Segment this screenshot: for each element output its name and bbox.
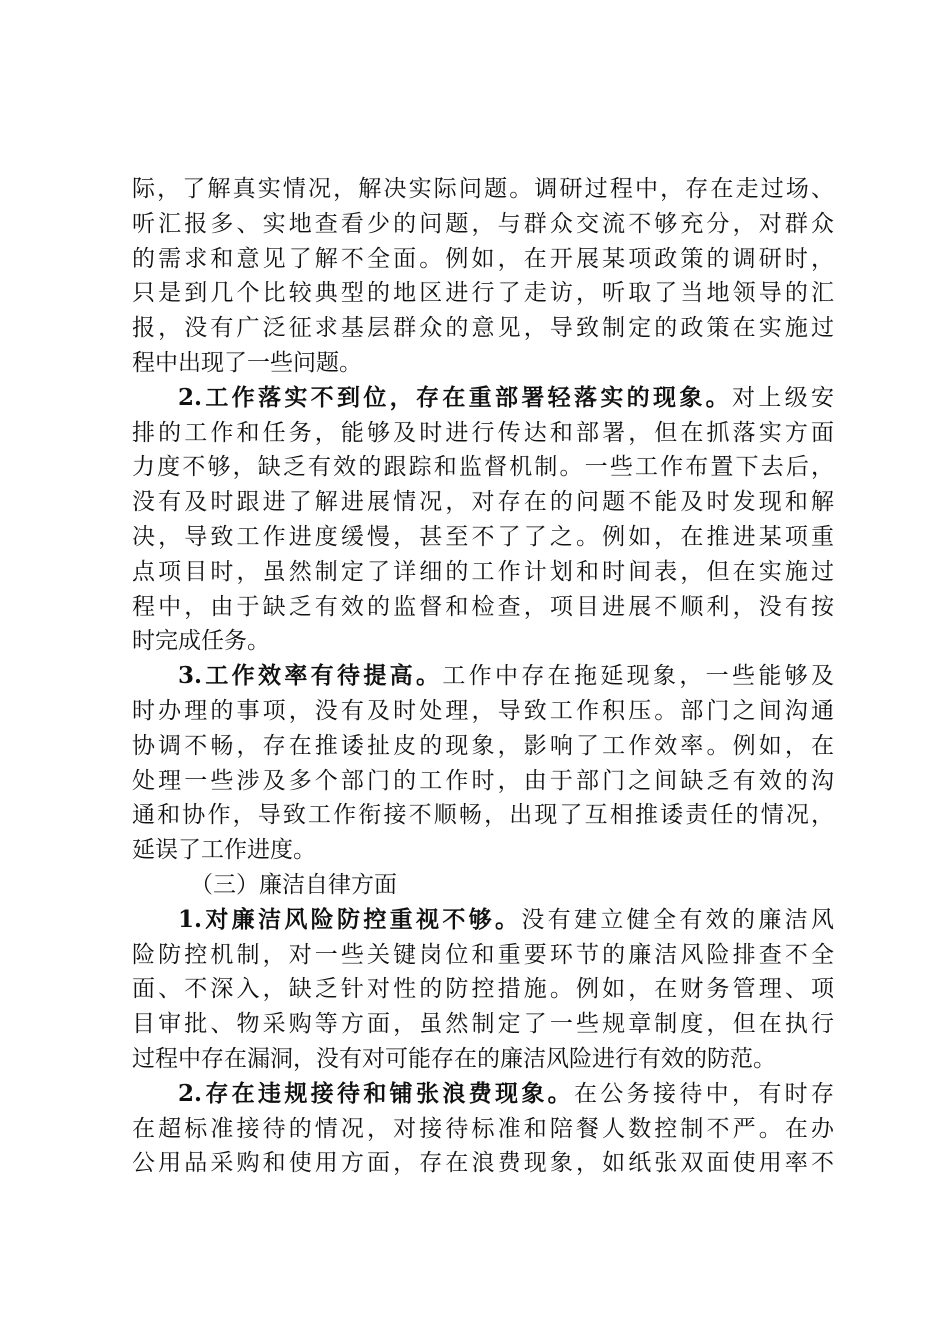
text-line: 延误了工作进度。 — [132, 837, 316, 864]
document-body — [132, 172, 834, 1181]
text-line: 时完成任务。 — [132, 628, 270, 655]
text-line: 目审批、物采购等方面，虽然制定了一些规章制度，但在执行 — [132, 1011, 834, 1038]
text-line: 力度不够，缺乏有效的跟踪和监督机制。一些工作布置下去后， — [132, 454, 834, 481]
text-line: 时办理的事项，没有及时处理，导致工作积压。部门之间沟通 — [132, 697, 834, 724]
text-line: 排的工作和任务，能够及时进行传达和部署，但在抓落实方面 — [132, 419, 834, 446]
text-line: 面、不深入，缺乏针对性的防控措施。例如，在财务管理、项 — [132, 976, 834, 1003]
paragraph-heading: 1.对廉洁风险防控重视不够。 — [178, 905, 522, 933]
paragraph-text: 在公务接待中，有时存 — [574, 1080, 835, 1107]
paragraph-heading: 2.工作落实不到位，存在重部署轻落实的现象。 — [178, 383, 732, 411]
text-line: 处理一些涉及多个部门的工作时，由于部门之间缺乏有效的沟 — [132, 767, 834, 794]
section-title: （三）廉洁自律方面 — [190, 871, 397, 898]
text-line: 公用品采购和使用方面，存在浪费现象，如纸张双面使用率不 — [132, 1150, 834, 1177]
paragraph-heading: 2.存在违规接待和铺张浪费现象。 — [178, 1079, 575, 1107]
text-line: 只是到几个比较典型的地区进行了走访，听取了当地领导的汇 — [132, 280, 834, 307]
paragraph-text: 对上级安 — [732, 384, 834, 411]
text-line: 程中，由于缺乏有效的监督和检查，项目进展不顺利，没有按 — [132, 593, 834, 620]
text-line: 协调不畅，存在推诿扯皮的现象，影响了工作效率。例如，在 — [132, 732, 834, 759]
text-line: 在超标准接待的情况，对接待标准和陪餐人数控制不严。在办 — [132, 1115, 834, 1142]
paragraph-heading: 3.工作效率有待提高。 — [178, 662, 443, 690]
text-line: 通和协作，导致工作衔接不顺畅，出现了互相推诿责任的情况， — [132, 802, 834, 829]
paragraph-text: 工作中存在拖延现象，一些能够及 — [442, 663, 835, 690]
paragraph-first-line — [132, 1077, 834, 1112]
text-line: 的需求和意见了解不全面。例如，在开展某项政策的调研时， — [132, 245, 834, 272]
text-line: 过程中存在漏洞，没有对可能存在的廉洁风险进行有效的防范。 — [132, 1045, 776, 1072]
text-line: 点项目时，虽然制定了详细的工作计划和时间表，但在实施过 — [132, 558, 834, 585]
paragraph-text: 没有建立健全有效的廉洁风 — [521, 906, 835, 933]
text-line: 际，了解真实情况，解决实际问题。调研过程中，存在走过场、 — [132, 176, 834, 202]
text-line: 程中出现了一些问题。 — [132, 349, 362, 376]
text-line: 听汇报多、实地查看少的问题，与群众交流不够充分，对群众 — [132, 210, 834, 237]
paragraph-first-line — [132, 903, 834, 938]
text-line: 报，没有广泛征求基层群众的意见，导致制定的政策在实施过 — [132, 315, 834, 342]
text-line: 决，导致工作进度缓慢，甚至不了了之。例如，在推进某项重 — [132, 523, 834, 550]
paragraph-first-line — [132, 381, 834, 416]
paragraph-first-line — [132, 659, 834, 694]
text-line: 没有及时跟进了解进展情况，对存在的问题不能及时发现和解 — [132, 489, 834, 516]
text-line: 险防控机制，对一些关键岗位和重要环节的廉洁风险排查不全 — [132, 941, 834, 968]
